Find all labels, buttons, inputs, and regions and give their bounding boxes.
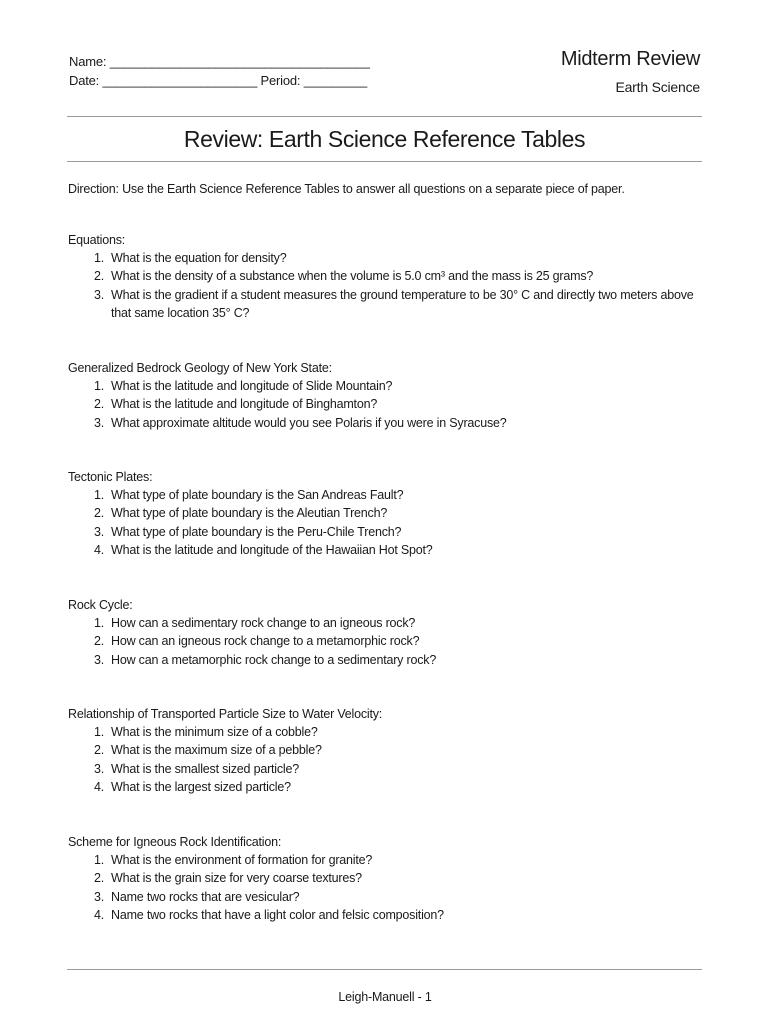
question-item	[68, 267, 698, 285]
question-item	[68, 851, 698, 869]
question-text: What is the largest sized particle?	[111, 779, 291, 794]
course-info-block	[561, 46, 700, 97]
question-text: What is the equation for density?	[111, 251, 287, 265]
question-list	[68, 614, 698, 669]
question-item	[68, 414, 698, 432]
page-footer: Leigh-Manuell - 1	[338, 990, 432, 1004]
question-text: How can a sedimentary rock change to an igneous rock?	[111, 616, 416, 630]
question-text: What is the maximum size of a pebble?	[111, 743, 322, 758]
question-number: 3.	[93, 524, 104, 539]
date-period-line: Date: ______________________ Period: _________	[69, 73, 368, 88]
section-particle-size	[68, 705, 698, 796]
question-item	[68, 614, 698, 632]
direction-text	[68, 181, 625, 198]
question-item	[68, 286, 698, 323]
section-heading: Generalized Bedrock Geology of New York State:	[68, 361, 332, 375]
question-number: 3.	[93, 287, 104, 302]
question-item	[68, 249, 698, 267]
section-tectonic-plates	[68, 468, 698, 559]
question-text: What is the gradient if a student measures the ground temperature to be 30° C and directly two meters above that same location 35° C?	[111, 287, 694, 320]
name-line: Name: _____________________________________	[69, 54, 370, 69]
question-list	[68, 249, 698, 322]
section-igneous-rock-id	[68, 833, 698, 924]
question-number: 2.	[93, 743, 104, 758]
top-divider	[67, 116, 702, 117]
question-text: What type of plate boundary is the Aleutian Trench?	[111, 506, 388, 521]
question-item	[68, 778, 698, 796]
question-text: What is the environment of formation for granite?	[111, 853, 373, 867]
question-number: 1.	[93, 725, 104, 739]
question-item	[68, 888, 698, 906]
question-item	[68, 906, 698, 924]
question-item	[68, 541, 698, 559]
section-heading: Equations:	[68, 233, 126, 247]
question-text: What is the density of a substance when the volume is 5.0 cm³ and the mass is 25 grams?	[111, 269, 594, 284]
direction-label: Direction:	[68, 182, 119, 196]
question-number: 1.	[93, 488, 104, 502]
question-number: 1.	[93, 379, 104, 393]
question-number: 2.	[93, 269, 104, 284]
student-info-block	[69, 52, 370, 90]
question-number: 2.	[93, 506, 104, 521]
question-list	[68, 723, 698, 796]
question-text: Name two rocks that have a light color and felsic composition?	[111, 907, 444, 922]
footer-divider	[67, 969, 702, 970]
question-text: What is the smallest sized particle?	[111, 761, 300, 776]
question-text: What type of plate boundary is the Peru-Chile Trench?	[111, 524, 402, 539]
question-text: How can a metamorphic rock change to a sedimentary rock?	[111, 652, 437, 667]
question-number: 4.	[93, 779, 104, 794]
section-heading: Relationship of Transported Particle Size to Water Velocity:	[68, 707, 383, 721]
direction-body: Use the Earth Science Reference Tables to answer all questions on a separate piece of paper.	[118, 182, 625, 196]
question-text: What type of plate boundary is the San Andreas Fault?	[111, 488, 404, 502]
question-number: 3.	[93, 415, 104, 430]
question-number: 2.	[93, 397, 104, 412]
question-list	[68, 377, 698, 432]
section-bedrock-geology	[68, 359, 698, 432]
question-text: What is the minimum size of a cobble?	[111, 725, 318, 739]
section-heading: Rock Cycle:	[68, 598, 133, 612]
section-equations	[68, 231, 698, 322]
question-item	[68, 486, 698, 504]
question-number: 1.	[93, 616, 104, 630]
title-divider	[67, 161, 702, 162]
question-number: 3.	[93, 889, 104, 904]
question-item	[68, 395, 698, 413]
question-item	[68, 723, 698, 741]
question-text: What is the latitude and longitude of Slide Mountain?	[111, 379, 393, 393]
question-item	[68, 377, 698, 395]
question-text: What is the latitude and longitude of the Hawaiian Hot Spot?	[111, 542, 433, 557]
question-item	[68, 651, 698, 669]
question-list	[68, 851, 698, 924]
question-number: 4.	[93, 907, 104, 922]
question-text: What is the latitude and longitude of Binghamton?	[111, 397, 378, 412]
question-text: How can an igneous rock change to a metamorphic rock?	[111, 634, 420, 649]
section-rock-cycle	[68, 596, 698, 669]
section-heading: Tectonic Plates:	[68, 470, 153, 484]
question-item	[68, 741, 698, 759]
subject-label: Earth Science	[615, 79, 700, 95]
question-item	[68, 632, 698, 650]
question-number: 3.	[93, 761, 104, 776]
question-item	[68, 760, 698, 778]
question-item	[68, 523, 698, 541]
question-number: 1.	[93, 853, 104, 867]
question-item	[68, 504, 698, 522]
question-list	[68, 486, 698, 559]
question-text: Name two rocks that are vesicular?	[111, 889, 300, 904]
question-number: 3.	[93, 652, 104, 667]
question-text: What is the grain size for very coarse textures?	[111, 871, 362, 886]
question-number: 2.	[93, 634, 104, 649]
question-number: 2.	[93, 871, 104, 886]
question-number: 1.	[93, 251, 104, 265]
section-heading: Scheme for Igneous Rock Identification:	[68, 835, 282, 849]
question-item	[68, 869, 698, 887]
page-title: Review: Earth Science Reference Tables	[183, 126, 586, 152]
question-text: What approximate altitude would you see Polaris if you were in Syracuse?	[111, 415, 507, 430]
question-number: 4.	[93, 542, 104, 557]
course-title: Midterm Review	[560, 48, 700, 70]
